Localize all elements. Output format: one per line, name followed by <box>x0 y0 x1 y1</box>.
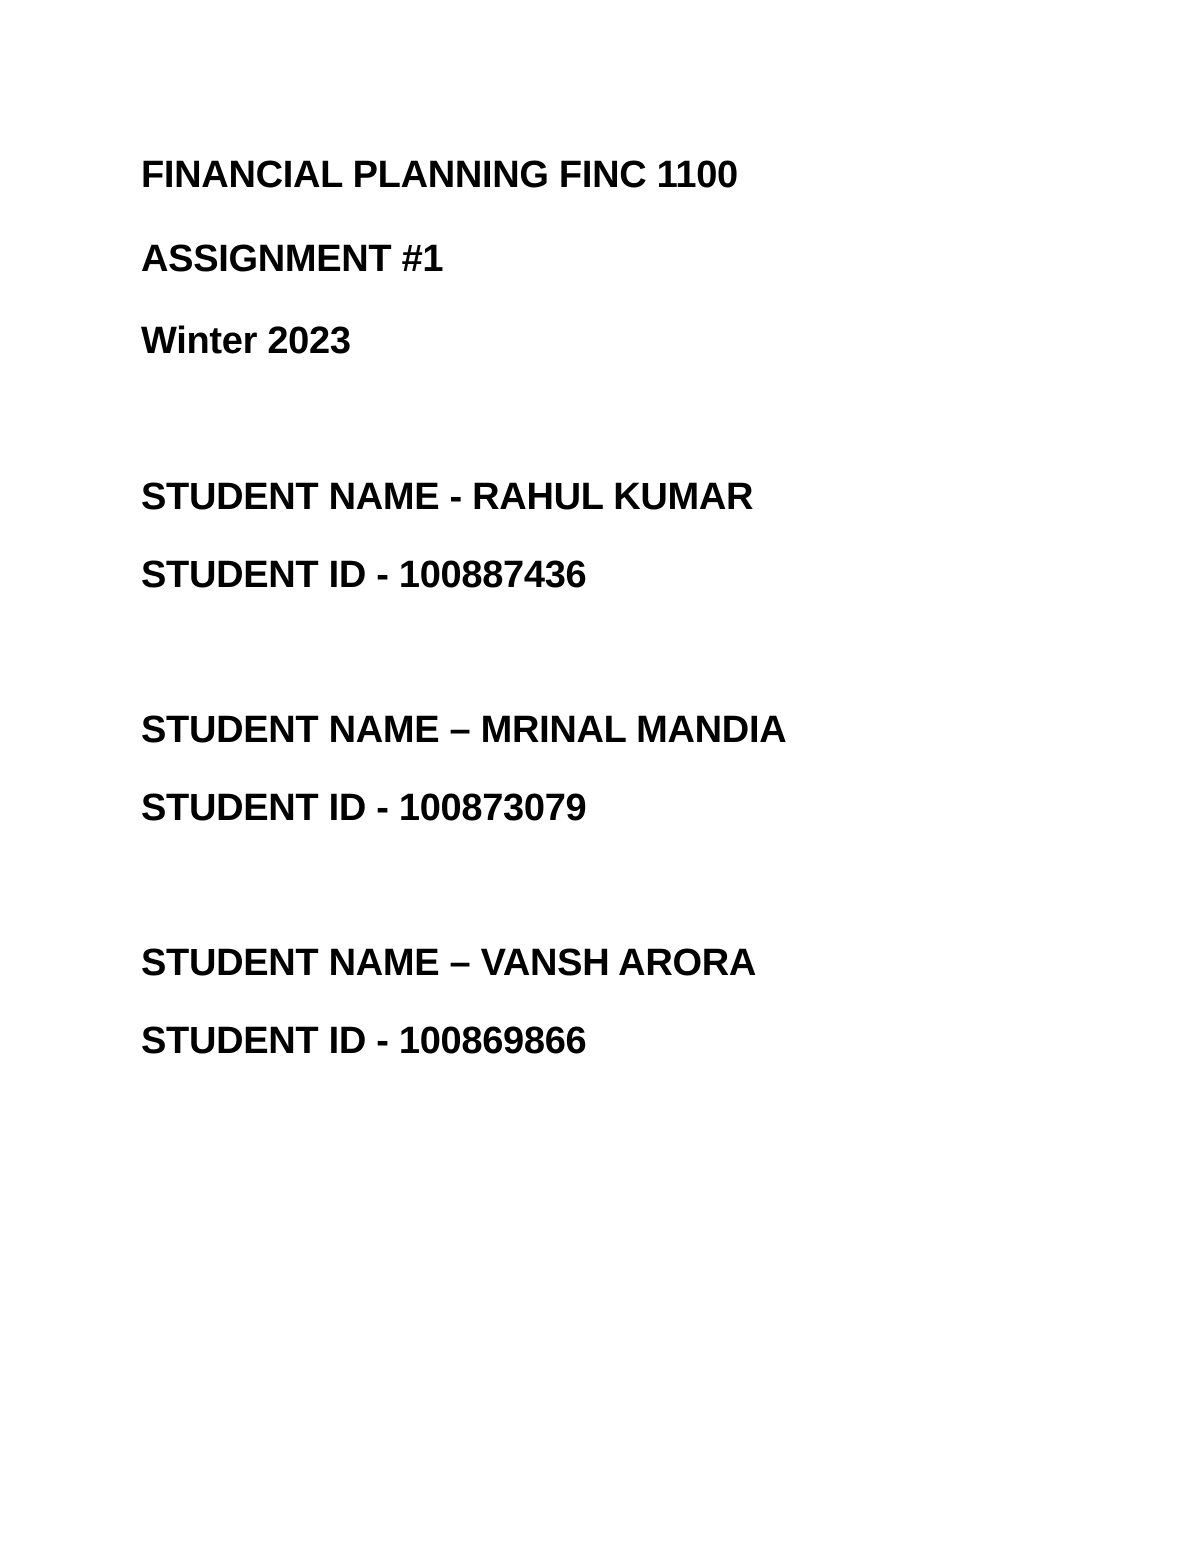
student-name: STUDENT NAME – MRINAL MANDIA <box>141 709 787 751</box>
student-id: STUDENT ID - 100873079 <box>141 787 587 829</box>
student-id: STUDENT ID - 100869866 <box>141 1020 587 1062</box>
course-title: FINANCIAL PLANNING FINC 1100 <box>141 154 738 196</box>
student-name: STUDENT NAME - RAHUL KUMAR <box>141 476 754 518</box>
student-id: STUDENT ID - 100887436 <box>141 554 587 596</box>
assignment-title: ASSIGNMENT #1 <box>141 238 444 280</box>
term-label: Winter 2023 <box>141 320 351 362</box>
student-name: STUDENT NAME – VANSH ARORA <box>141 942 757 984</box>
